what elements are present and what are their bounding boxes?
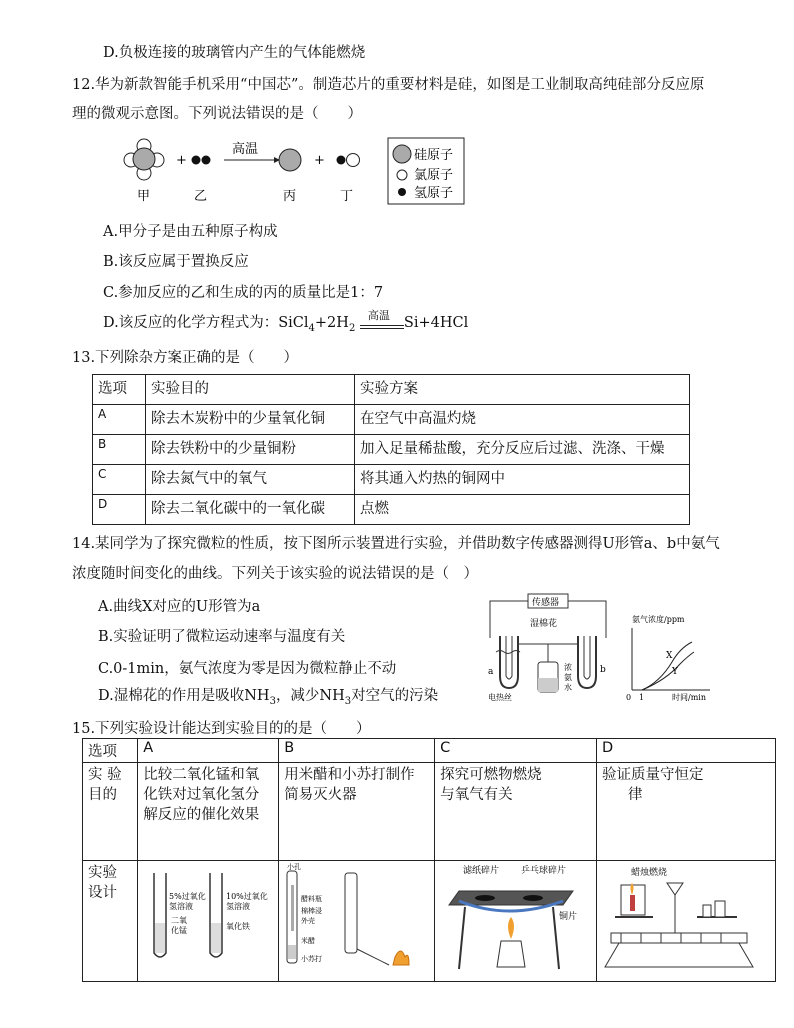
label-bing: 丙 bbox=[283, 189, 297, 204]
molecule-bing-icon bbox=[279, 149, 301, 171]
purpose-row bbox=[83, 763, 776, 861]
u-tube-b-icon bbox=[578, 636, 596, 688]
reaction-condition: 高温 bbox=[232, 142, 259, 157]
design-d bbox=[597, 861, 776, 982]
bottle-inverted-icon bbox=[345, 873, 357, 953]
legend-chlorine: 氯原子 bbox=[414, 168, 454, 183]
balance-beam-icon bbox=[611, 933, 747, 943]
fire-extinguisher-figure bbox=[279, 861, 425, 977]
option-letter: C bbox=[93, 465, 146, 495]
fig-b-text: 米醋 bbox=[301, 937, 316, 945]
q12-reaction-diagram bbox=[118, 136, 478, 208]
purpose-c bbox=[435, 763, 597, 861]
label-jia: 甲 bbox=[137, 189, 151, 204]
sensor-label: 传感器 bbox=[532, 598, 560, 608]
lamp-flame-icon bbox=[508, 917, 514, 939]
fig-b-text: 小苏打 bbox=[301, 955, 323, 963]
purpose-a-line: 解反应的催化效果 bbox=[143, 807, 260, 823]
q11-option-d: D.负极连接的玻璃管内产生的气体能燃烧 bbox=[103, 45, 366, 61]
q12-option-b: B.该反应属于置换反应 bbox=[103, 254, 249, 270]
curve-y-label: Y bbox=[672, 667, 678, 677]
fig-d-text: 蜡烛燃烧 bbox=[631, 868, 668, 878]
design-c bbox=[435, 861, 597, 982]
u-tube-a-icon bbox=[500, 636, 518, 688]
purpose-a-line: 比较二氧化锰和氧 bbox=[143, 767, 260, 783]
header-b: B bbox=[279, 739, 435, 763]
header-c: C bbox=[435, 739, 597, 763]
q15-stem: 15.下列实验设计能达到实验目的的是（ ） bbox=[72, 721, 371, 737]
hydrogen-atom-icon bbox=[398, 188, 406, 196]
q12-option-d-prefix: D.该反应的化学方程式为： bbox=[103, 315, 279, 331]
purpose-d bbox=[597, 763, 776, 861]
test-tubes-figure bbox=[138, 861, 269, 977]
purpose-cell: 除去铁粉中的少量铜粉 bbox=[146, 435, 355, 465]
ammonia-label-2: 氨 bbox=[564, 673, 572, 682]
purpose-cell: 除去二氧化碳中的一氧化碳 bbox=[146, 495, 355, 525]
plan-cell: 在空气中高温灼烧 bbox=[355, 405, 690, 435]
purpose-d-line: 验证质量守恒定 bbox=[602, 767, 704, 783]
fig-c-text: 铜片 bbox=[559, 912, 578, 922]
purpose-d-line: 律 bbox=[628, 787, 643, 803]
fig-b-text: 小孔 bbox=[287, 863, 302, 871]
purpose-a bbox=[138, 763, 279, 861]
chlorine-atom-icon bbox=[397, 170, 407, 180]
design-row bbox=[83, 861, 776, 982]
design-b bbox=[279, 861, 435, 982]
tube-b-label: b bbox=[600, 665, 606, 675]
fig-c-text: 乒乓球碎片 bbox=[521, 866, 567, 876]
curve-x-label: X bbox=[666, 651, 673, 661]
purpose-b-line: 简易灭火器 bbox=[284, 787, 357, 803]
plus-sign-2: + bbox=[314, 153, 325, 168]
q12-stem-line2: 理的微观示意图。下列说法错误的是（ ） bbox=[72, 106, 362, 122]
equation-condition-arrow bbox=[360, 309, 404, 331]
x-tick-label: 1 bbox=[639, 693, 645, 702]
purpose-c-line: 探究可燃物燃烧 bbox=[440, 767, 542, 783]
q14-option-d-part1: D.湿棉花的作用是吸收NH bbox=[98, 688, 270, 704]
header-plan: 实验方案 bbox=[355, 375, 690, 405]
silicon-atom-icon bbox=[393, 145, 411, 163]
purpose-b-line: 用米醋和小苏打制作 bbox=[284, 767, 415, 783]
plan-cell: 将其通入灼热的铜网中 bbox=[355, 465, 690, 495]
purpose-cell: 除去木炭粉中的少量氧化铜 bbox=[146, 405, 355, 435]
purpose-label-2: 目的 bbox=[88, 787, 117, 803]
q14-option-d-sub1: 3 bbox=[269, 695, 276, 707]
q14-stem-line2: 浓度随时间变化的曲线。下列关于该实验的说法错误的是（ ） bbox=[72, 566, 478, 582]
design-a bbox=[138, 861, 279, 982]
plan-cell: 加入足量稀盐酸，充分反应后过滤、洗涤、干燥 bbox=[355, 435, 690, 465]
option-letter: B bbox=[93, 435, 146, 465]
table-header-row bbox=[83, 739, 776, 763]
fig-a-text: 氢溶液 bbox=[169, 902, 194, 911]
purpose-c-line: 与氧气有关 bbox=[440, 787, 513, 803]
q12-option-d bbox=[103, 311, 468, 334]
molecule-jia-icon bbox=[124, 139, 164, 180]
q14-apparatus-figure bbox=[482, 592, 614, 704]
header-purpose: 实验目的 bbox=[146, 375, 355, 405]
q14-stem-line1: 14.某同学为了探究微粒的性质，按下图所示装置进行实验，并借助数字传感器测得U形管a、b中氨气 bbox=[72, 536, 720, 552]
label-yi: 乙 bbox=[194, 189, 208, 204]
fig-a-text: 氧化铁 bbox=[226, 922, 251, 931]
purpose-b bbox=[279, 763, 435, 861]
q14-option-d bbox=[98, 684, 438, 707]
fig-b-text: 醋料瓶 bbox=[301, 895, 323, 903]
ammonia-label-3: 水 bbox=[564, 683, 572, 692]
header-option: 选项 bbox=[83, 739, 138, 763]
curve-x bbox=[632, 642, 692, 690]
q15-table bbox=[82, 738, 776, 982]
table-row bbox=[93, 435, 690, 465]
fig-a-text: 化锰 bbox=[171, 926, 188, 935]
q14-option-a: A.曲线X对应的U形管为a bbox=[98, 599, 261, 615]
fig-b-text: 外壳 bbox=[301, 917, 316, 925]
table-header-row bbox=[93, 375, 690, 405]
cotton-label: 湿棉花 bbox=[530, 619, 558, 629]
q12-option-c: C.参加反应的乙和生成的丙的质量比是1：7 bbox=[103, 285, 384, 301]
equation-mid: +2H bbox=[314, 315, 349, 331]
equation-left: SiCl bbox=[278, 315, 309, 331]
alcohol-lamp-icon bbox=[497, 941, 525, 967]
fig-a-text: 5%过氧化 bbox=[169, 892, 206, 901]
purpose-label bbox=[83, 763, 138, 861]
equation-sub2: 2 bbox=[348, 322, 356, 334]
q14-option-d-part3: 对空气的污染 bbox=[351, 688, 439, 704]
plus-sign-1: + bbox=[176, 153, 187, 168]
design-label bbox=[83, 861, 138, 982]
fig-a-text: 二氧 bbox=[171, 916, 188, 925]
q14-option-b: B.实验证明了微粒运动速率与温度有关 bbox=[98, 629, 346, 645]
q14-option-c: C.0-1min，氨气浓度为零是因为微粒静止不动 bbox=[98, 661, 397, 677]
balance-figure bbox=[597, 861, 775, 977]
purpose-label-1: 实 验 bbox=[88, 767, 122, 783]
weight-icon bbox=[703, 905, 711, 917]
purpose-a-line: 化铁对过氧化氢分 bbox=[143, 787, 260, 803]
equation-condition: 高温 bbox=[367, 309, 390, 322]
q14-option-d-part2: ，减少NH bbox=[275, 688, 345, 704]
molecule-yi-icon bbox=[192, 156, 211, 165]
tube-a-label: a bbox=[488, 667, 494, 677]
molecule-ding-icon bbox=[337, 154, 360, 167]
purpose-cell: 除去氮气中的氧气 bbox=[146, 465, 355, 495]
equation-right: Si+4HCl bbox=[403, 315, 469, 331]
design-label-2: 设计 bbox=[88, 885, 117, 901]
option-letter: A bbox=[93, 405, 146, 435]
fig-c-text: 滤纸碎片 bbox=[463, 866, 500, 876]
heater-label: 电热丝 bbox=[488, 693, 512, 702]
header-option: 选项 bbox=[93, 375, 146, 405]
q13-stem: 13.下列除杂方案正确的是（ ） bbox=[72, 350, 299, 366]
weight-icon bbox=[715, 901, 725, 917]
graph-x-label: 时间/min bbox=[672, 693, 706, 702]
q12-option-a: A.甲分子是由五种原子构成 bbox=[103, 224, 278, 240]
x-origin-label: 0 bbox=[626, 693, 632, 702]
ammonia-label-1: 浓 bbox=[564, 663, 572, 672]
equation-sub1: 4 bbox=[308, 322, 315, 334]
label-ding: 丁 bbox=[340, 189, 354, 204]
legend-hydrogen: 氢原子 bbox=[414, 186, 454, 201]
combustion-figure bbox=[435, 861, 587, 977]
option-letter: D bbox=[93, 495, 146, 525]
fig-a-text: 10%过氧化 bbox=[226, 892, 269, 901]
table-row bbox=[93, 465, 690, 495]
legend-silicon: 硅原子 bbox=[414, 148, 454, 163]
header-d: D bbox=[597, 739, 776, 763]
q13-table bbox=[92, 374, 690, 525]
q12-stem-line1: 12.华为新款智能手机采用“中国芯”。制造芯片的重要材料是硅，如图是工业制取高纯硅部分反应原 bbox=[72, 77, 705, 93]
flame-icon bbox=[393, 951, 409, 965]
table-row bbox=[93, 495, 690, 525]
design-label-1: 实验 bbox=[88, 865, 117, 881]
q14-concentration-graph bbox=[622, 612, 714, 704]
plan-cell: 点燃 bbox=[355, 495, 690, 525]
q14-option-d-sub2: 3 bbox=[344, 695, 352, 707]
fig-a-text: 氢溶液 bbox=[226, 902, 251, 911]
fig-b-text: 棉棒浸 bbox=[301, 907, 323, 915]
table-row bbox=[93, 405, 690, 435]
graph-y-label: 氨气浓度/ppm bbox=[632, 615, 685, 624]
header-a: A bbox=[138, 739, 279, 763]
